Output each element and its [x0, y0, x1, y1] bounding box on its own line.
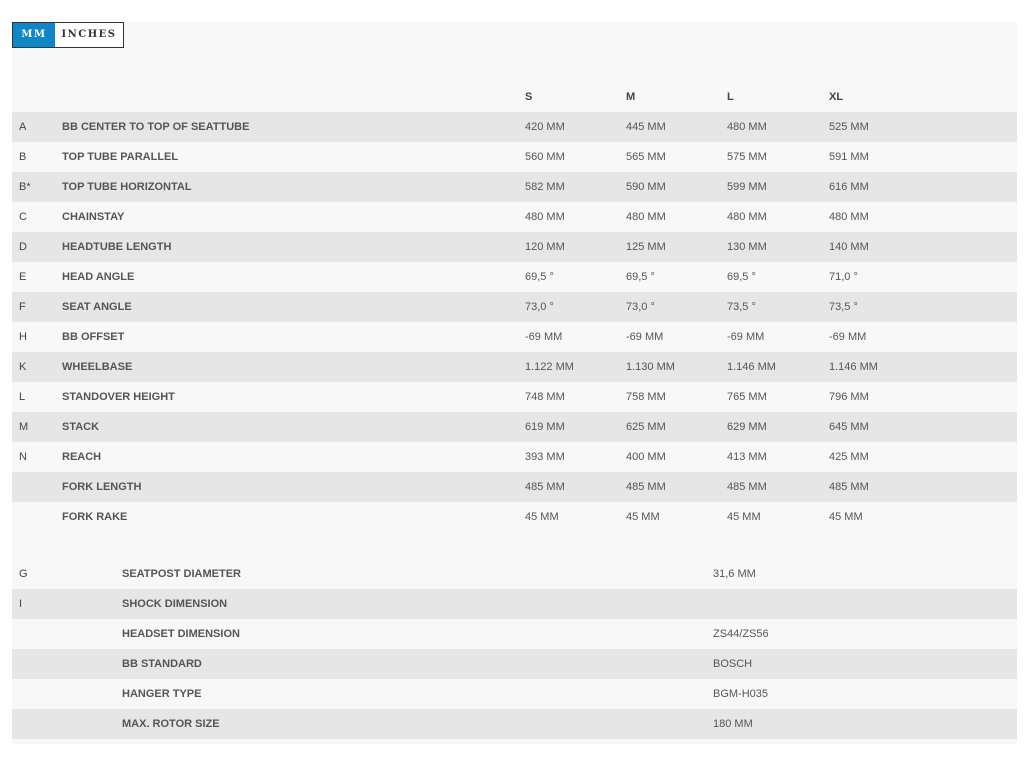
row-label: TOP TUBE HORIZONTAL [62, 181, 192, 193]
row-value: -69 MM [525, 331, 563, 343]
row-value: 71,0 ° [829, 271, 858, 283]
row-label: HEADTUBE LENGTH [62, 241, 172, 253]
row-value: 480 MM [829, 211, 869, 223]
spec-label: HEADSET DIMENSION [122, 628, 240, 640]
row-value: 480 MM [626, 211, 666, 223]
row-value: 45 MM [525, 511, 559, 523]
row-value: 45 MM [727, 511, 761, 523]
row-letter: H [19, 331, 27, 343]
row-value: 125 MM [626, 241, 666, 253]
row-value: 565 MM [626, 151, 666, 163]
row-letter: L [19, 391, 26, 403]
table-row [12, 442, 1017, 472]
row-value: 73,0 ° [626, 301, 655, 313]
size-header-row [12, 82, 1017, 112]
size-header-s: S [525, 91, 533, 103]
table-row [12, 322, 1017, 352]
table-row [12, 172, 1017, 202]
row-value: 1.146 MM [727, 361, 776, 373]
size-header-m: M [626, 91, 636, 103]
row-value: -69 MM [829, 331, 867, 343]
spec-value: ZS44/ZS56 [713, 628, 769, 640]
spec-row [12, 589, 1017, 619]
spec-value: 180 MM [713, 718, 753, 730]
row-value: 645 MM [829, 421, 869, 433]
row-value: 796 MM [829, 391, 869, 403]
spec-letter: I [19, 598, 23, 610]
row-value: 765 MM [727, 391, 767, 403]
row-label: CHAINSTAY [62, 211, 125, 223]
row-label: SEAT ANGLE [62, 301, 132, 313]
spec-label: MAX. ROTOR SIZE [122, 718, 220, 730]
row-label: TOP TUBE PARALLEL [62, 151, 179, 163]
table-row [12, 412, 1017, 442]
specs-table [12, 559, 1017, 739]
row-value: 130 MM [727, 241, 767, 253]
row-label: STANDOVER HEIGHT [62, 391, 175, 403]
table-row [12, 352, 1017, 382]
row-value: -69 MM [626, 331, 664, 343]
row-label: BB CENTER TO TOP OF SEATTUBE [62, 121, 250, 133]
row-value: 560 MM [525, 151, 565, 163]
unit-mm-button[interactable]: MM [13, 23, 55, 47]
row-letter: B* [19, 181, 31, 193]
row-value: 45 MM [829, 511, 863, 523]
row-letter: C [19, 211, 27, 223]
spec-label: BB STANDARD [122, 658, 202, 670]
row-value: 445 MM [626, 121, 666, 133]
row-value: 69,5 ° [626, 271, 655, 283]
size-header-l: L [727, 91, 734, 103]
row-value: 73,0 ° [525, 301, 554, 313]
row-letter: D [19, 241, 27, 253]
spec-label: SEATPOST DIAMETER [122, 568, 241, 580]
row-label: BB OFFSET [62, 331, 125, 343]
spec-letter: G [19, 568, 28, 580]
row-value: 590 MM [626, 181, 666, 193]
row-value: 425 MM [829, 451, 869, 463]
row-value: 1.146 MM [829, 361, 878, 373]
geometry-table [12, 82, 1017, 532]
row-value: 413 MM [727, 451, 767, 463]
row-value: 758 MM [626, 391, 666, 403]
spec-row [12, 649, 1017, 679]
row-value: 480 MM [525, 211, 565, 223]
row-value: 629 MM [727, 421, 767, 433]
row-letter: N [19, 451, 27, 463]
row-value: 1.130 MM [626, 361, 675, 373]
row-value: 393 MM [525, 451, 565, 463]
row-label: FORK LENGTH [62, 481, 142, 493]
row-label: HEAD ANGLE [62, 271, 135, 283]
row-letter: B [19, 151, 27, 163]
row-value: 400 MM [626, 451, 666, 463]
row-value: 69,5 ° [525, 271, 554, 283]
row-value: 73,5 ° [727, 301, 756, 313]
row-value: 625 MM [626, 421, 666, 433]
table-row [12, 232, 1017, 262]
row-value: 45 MM [626, 511, 660, 523]
spec-value: BGM-H035 [713, 688, 769, 700]
size-header-xl: XL [829, 91, 844, 103]
spec-label: SHOCK DIMENSION [122, 598, 228, 610]
spec-row [12, 679, 1017, 709]
spec-row [12, 619, 1017, 649]
row-value: 1.122 MM [525, 361, 574, 373]
row-letter: K [19, 361, 27, 373]
row-label: WHEELBASE [62, 361, 133, 373]
spec-value: 31,6 MM [713, 568, 756, 580]
table-row [12, 202, 1017, 232]
row-value: 73,5 ° [829, 301, 858, 313]
table-row [12, 382, 1017, 412]
spec-row [12, 709, 1017, 739]
row-value: -69 MM [727, 331, 765, 343]
row-letter: M [19, 421, 29, 433]
row-value: 575 MM [727, 151, 767, 163]
table-row [12, 262, 1017, 292]
row-value: 120 MM [525, 241, 565, 253]
row-value: 748 MM [525, 391, 565, 403]
row-value: 616 MM [829, 181, 869, 193]
row-value: 420 MM [525, 121, 565, 133]
row-value: 591 MM [829, 151, 869, 163]
row-value: 140 MM [829, 241, 869, 253]
row-letter: E [19, 271, 27, 283]
row-letter: F [19, 301, 26, 313]
row-value: 485 MM [829, 481, 869, 493]
table-row [12, 142, 1017, 172]
row-value: 599 MM [727, 181, 767, 193]
row-value: 485 MM [727, 481, 767, 493]
row-value: 480 MM [727, 211, 767, 223]
spec-value: BOSCH [713, 658, 753, 670]
row-value: 69,5 ° [727, 271, 756, 283]
row-value: 525 MM [829, 121, 869, 133]
spec-row [12, 559, 1017, 589]
unit-inches-button[interactable]: INCHES [55, 23, 123, 47]
row-value: 485 MM [626, 481, 666, 493]
row-value: 619 MM [525, 421, 565, 433]
table-row [12, 502, 1017, 532]
table-row [12, 292, 1017, 322]
row-letter: A [19, 121, 27, 133]
row-label: REACH [62, 451, 102, 463]
spec-label: HANGER TYPE [122, 688, 202, 700]
row-value: 582 MM [525, 181, 565, 193]
row-value: 485 MM [525, 481, 565, 493]
row-label: FORK RAKE [62, 511, 128, 523]
unit-toggle [12, 22, 124, 48]
table-row [12, 112, 1017, 142]
table-row [12, 472, 1017, 502]
row-value: 480 MM [727, 121, 767, 133]
row-label: STACK [62, 421, 100, 433]
